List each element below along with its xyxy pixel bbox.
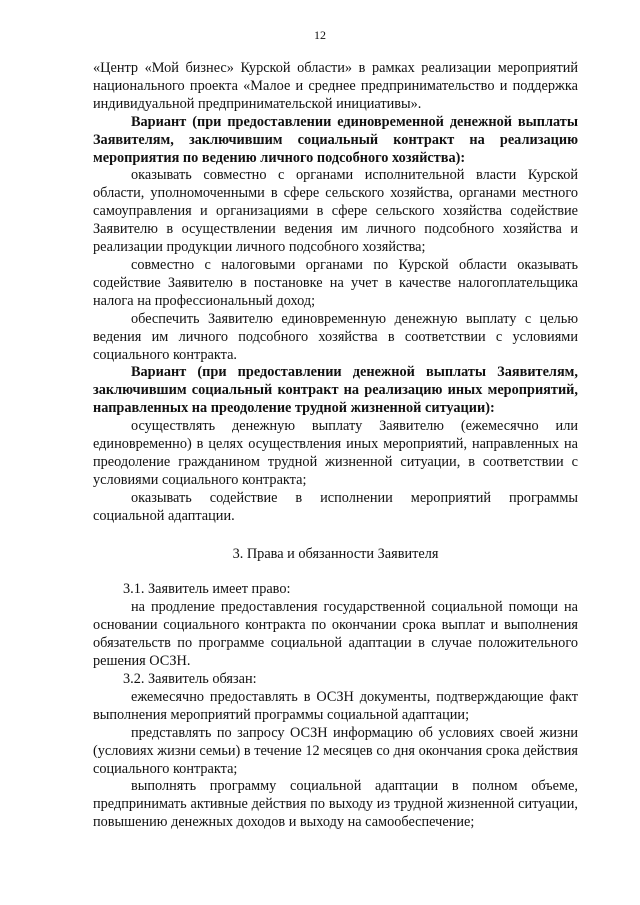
paragraph: «Центр «Мой бизнес» Курской области» в рамках реализации мероприятий национального проекта «Малое и среднее предпринимательство и поддержка индивидуальной предпринимательской инициативы». xyxy=(93,60,578,112)
paragraph: осуществлять денежную выплату Заявителю (ежемесячно или единовременно) в целях осуществления иных мероприятий, направленных на преодоление гражданином трудной жизненной ситуации, в соответствии с условиями социального контракта; xyxy=(93,418,578,488)
variant-heading: Вариант (при предоставлении единовременной денежной выплаты Заявителям, заключившим социальный контракт на реализацию мероприятия по ведению личного подсобного хозяйства): xyxy=(93,113,578,166)
clause-heading: 3.1. Заявитель имеет право: xyxy=(123,581,291,598)
page-number: 12 xyxy=(314,28,326,42)
section-title: 3. Права и обязанности Заявителя xyxy=(232,545,439,562)
paragraph: оказывать совместно с органами исполнительной власти Курской области, уполномоченными в сфере сельского хозяйства, органами местного самоуправления и организациями в сфере сельского хозяйства содействие Заявителю в осуществлении ведения им личного подсобного хозяйства и реализации продукции личного подсобного хозяйства; xyxy=(93,167,578,256)
paragraph: ежемесячно предоставлять в ОСЗН документы, подтверждающие факт выполнения мероприятий программы социальной адаптации; xyxy=(93,688,578,723)
paragraph: оказывать содействие в исполнении мероприятий программы социальной адаптации. xyxy=(93,489,578,524)
paragraph: совместно с налоговыми органами по Курской области оказывать содействие Заявителю в постановке на учет в качестве налогоплательщика налога на профессиональный доход; xyxy=(93,256,578,309)
document-body xyxy=(93,60,578,832)
paragraph: представлять по запросу ОСЗН информацию об условиях своей жизни (условиях жизни семьи) в течение 12 месяцев со дня окончания срока действия социального контракта; xyxy=(93,724,578,777)
paragraph: выполнять программу социальной адаптации в полном объеме, предпринимать активные действия по выходу из трудной жизненной ситуации, повышению денежных доходов и выходу на самообеспечение; xyxy=(93,778,578,831)
paragraph: обеспечить Заявителю единовременную денежную выплату с целью ведения им личного подсобного хозяйства в соответствии с условиями социального контракта. xyxy=(93,310,578,363)
variant-heading: Вариант (при предоставлении денежной выплаты Заявителям, заключившим социальный контракт на реализацию иных мероприятий, направленных на преодоление трудной жизненной ситуации): xyxy=(93,364,578,417)
clause-heading: 3.2. Заявитель обязан: xyxy=(123,671,257,687)
paragraph: на продление предоставления государственной социальной помощи на основании социального контракта по окончании срока выплат и выполнения обязательств по программе социальной адаптации в случае положительного решения ОСЗН. xyxy=(93,599,578,670)
